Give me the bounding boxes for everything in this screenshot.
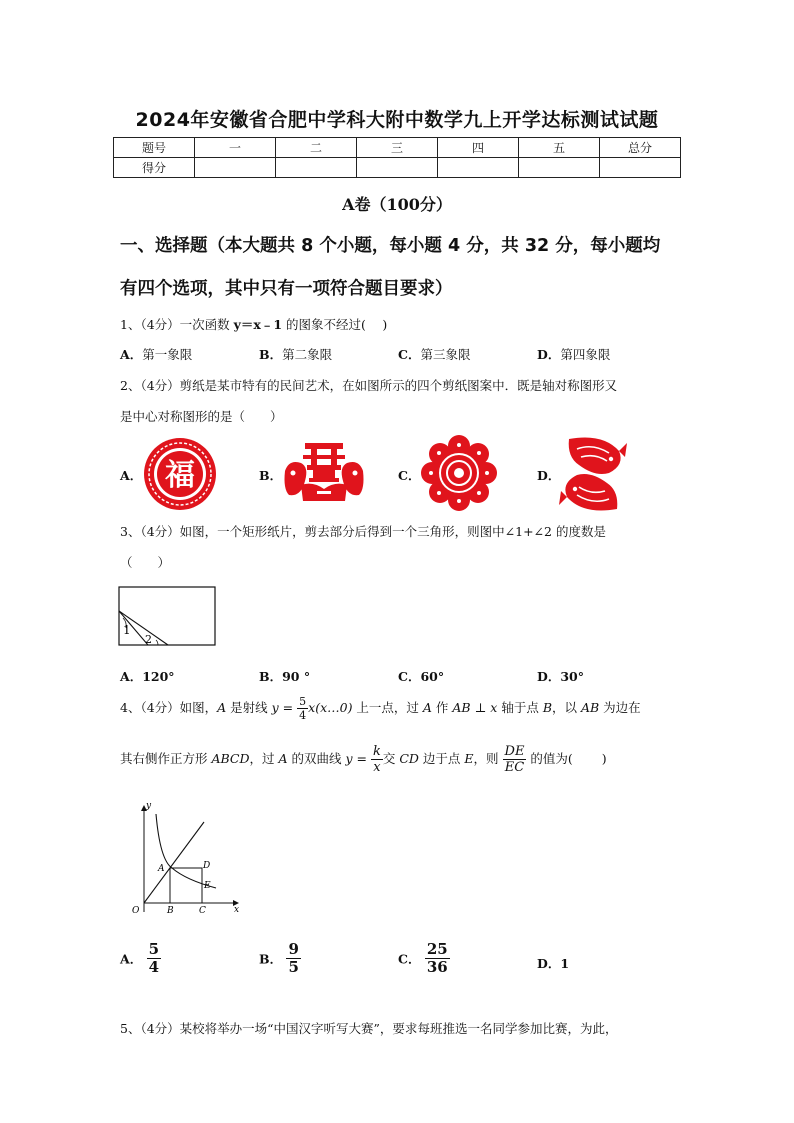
question-3-line1: 3、（4分）如图，一个矩形纸片，剪去部分后得到一个三角形，则图中∠1+∠2 的度数是 — [120, 524, 606, 539]
papercut-flower-image — [420, 434, 498, 512]
q4-hyperbola-fraction: $\frac{k}{x}$ — [372, 744, 381, 775]
score-header-cell: 二 — [276, 138, 357, 158]
q1-prefix: 1、（4分）一次函数 — [120, 317, 234, 332]
score-row-label: 得分 — [114, 158, 195, 178]
q3-option-d: D．30° — [537, 669, 584, 684]
q4-label-x: x — [234, 905, 240, 915]
score-table-score-row — [114, 158, 681, 178]
score-header-cell: 题号 — [114, 138, 195, 158]
question-4-line1: 4、（4分）如图，A 是射线 y = $\frac{5}{4}$ x(x…0) 上一点，过 A 作 AB ⊥ x 轴于点 B，以 AB 为边在 — [120, 695, 641, 722]
q3-option-a: A．120° — [120, 669, 175, 684]
papercut-fish-image — [559, 435, 627, 513]
section-heading-line2: 有四个选项，其中只有一项符合题目要求） — [120, 279, 453, 299]
question-2-line2: 是中心对称图形的是（ ） — [120, 409, 283, 424]
q4-option-d: D．1 — [537, 956, 570, 971]
q1-option-d: D．第四象限 — [537, 347, 611, 362]
q2-option-d-label: D． — [537, 468, 561, 483]
score-table — [113, 137, 681, 178]
score-header-cell: 五 — [519, 138, 600, 158]
volume-heading: A卷（100分） — [342, 195, 452, 214]
q4-label-e: E — [204, 881, 211, 891]
score-header-cell: 一 — [195, 138, 276, 158]
q4-slope-fraction: $\frac{5}{4}$ — [299, 695, 307, 722]
q1-option-a: A．第一象限 — [120, 347, 193, 362]
question-5-line1: 5、（4分）某校将举办一场“中国汉字听写大赛”，要求每班推选一名同学参加比赛，为此， — [120, 1021, 618, 1036]
score-cell — [276, 158, 357, 178]
question-1 — [120, 315, 387, 333]
q3-option-b: B．90 ° — [259, 669, 311, 684]
q4-label-b: B — [167, 906, 174, 916]
q4-option-b: B． $\frac{9}{5}$ — [259, 940, 299, 976]
q4-ray-line — [144, 822, 204, 903]
score-cell — [438, 158, 519, 178]
q2-option-a-label: A． — [120, 468, 143, 483]
score-header-cell: 三 — [357, 138, 438, 158]
q4-label-a: A — [158, 864, 165, 874]
q4-label-y: y — [146, 801, 152, 811]
q4-coordinate-graph — [126, 800, 246, 920]
document-title: 2024年安徽省合肥中学科大附中数学九上开学达标测试试题 — [135, 109, 659, 131]
question-2-line1: 2、（4分）剪纸是某市特有的民间艺术，在如图所示的四个剪纸图案中．既是轴对称图形又 — [120, 378, 618, 393]
question-3-line2: （ ） — [120, 555, 171, 570]
score-table-header-row — [114, 138, 681, 158]
q3-rectangle-figure — [118, 586, 218, 648]
q4-option-b-fraction: $\frac{9}{5}$ — [288, 940, 299, 976]
q2-option-c-label: C． — [398, 468, 421, 483]
q1-formula: y＝x﹣1 — [233, 317, 283, 332]
q4-option-c-fraction: $\frac{25}{36}$ — [426, 940, 448, 976]
q4-ratio-fraction: $\frac{DE}{EC}$ — [504, 744, 525, 775]
section-heading-line1: 一、选择题（本大题共 8 个小题，每小题 4 分，共 32 分，每小题均 — [120, 236, 661, 256]
papercut-double-happiness-image — [283, 441, 365, 503]
q4-label-c: C — [199, 906, 206, 916]
score-header-cell: 四 — [438, 138, 519, 158]
q3-option-c: C．60° — [398, 669, 445, 684]
q1-suffix: 的图象不经过( ) — [282, 317, 388, 332]
q4-label-d: D — [203, 861, 211, 871]
q1-option-b: B．第二象限 — [259, 347, 333, 362]
q4-hyperbola-curve — [156, 814, 216, 888]
score-cell — [357, 158, 438, 178]
q3-angle-1-label: 1 — [123, 623, 131, 637]
score-header-cell: 总分 — [600, 138, 681, 158]
q1-option-c: C．第三象限 — [398, 347, 471, 362]
question-4-line2: 其右侧作正方形 ABCD，过 A 的双曲线 y = $\frac{k}{x}$ 交 CD 边于点 E，则 $\frac{DE}{EC}$ 的值为( ) — [120, 744, 607, 775]
q4-option-a: A． $\frac{5}{4}$ — [120, 940, 159, 976]
score-cell — [600, 158, 681, 178]
papercut-fu-image — [143, 437, 217, 511]
score-cell — [195, 158, 276, 178]
q4-label-o: O — [132, 906, 140, 916]
q4-option-c: C． $\frac{25}{36}$ — [398, 940, 448, 976]
papercut-fu-char: 福 — [165, 458, 195, 493]
q4-option-a-fraction: $\frac{5}{4}$ — [148, 940, 159, 976]
q3-angle-2-label: 2 — [145, 633, 152, 646]
q2-option-b-label: B． — [259, 468, 283, 483]
score-cell — [519, 158, 600, 178]
